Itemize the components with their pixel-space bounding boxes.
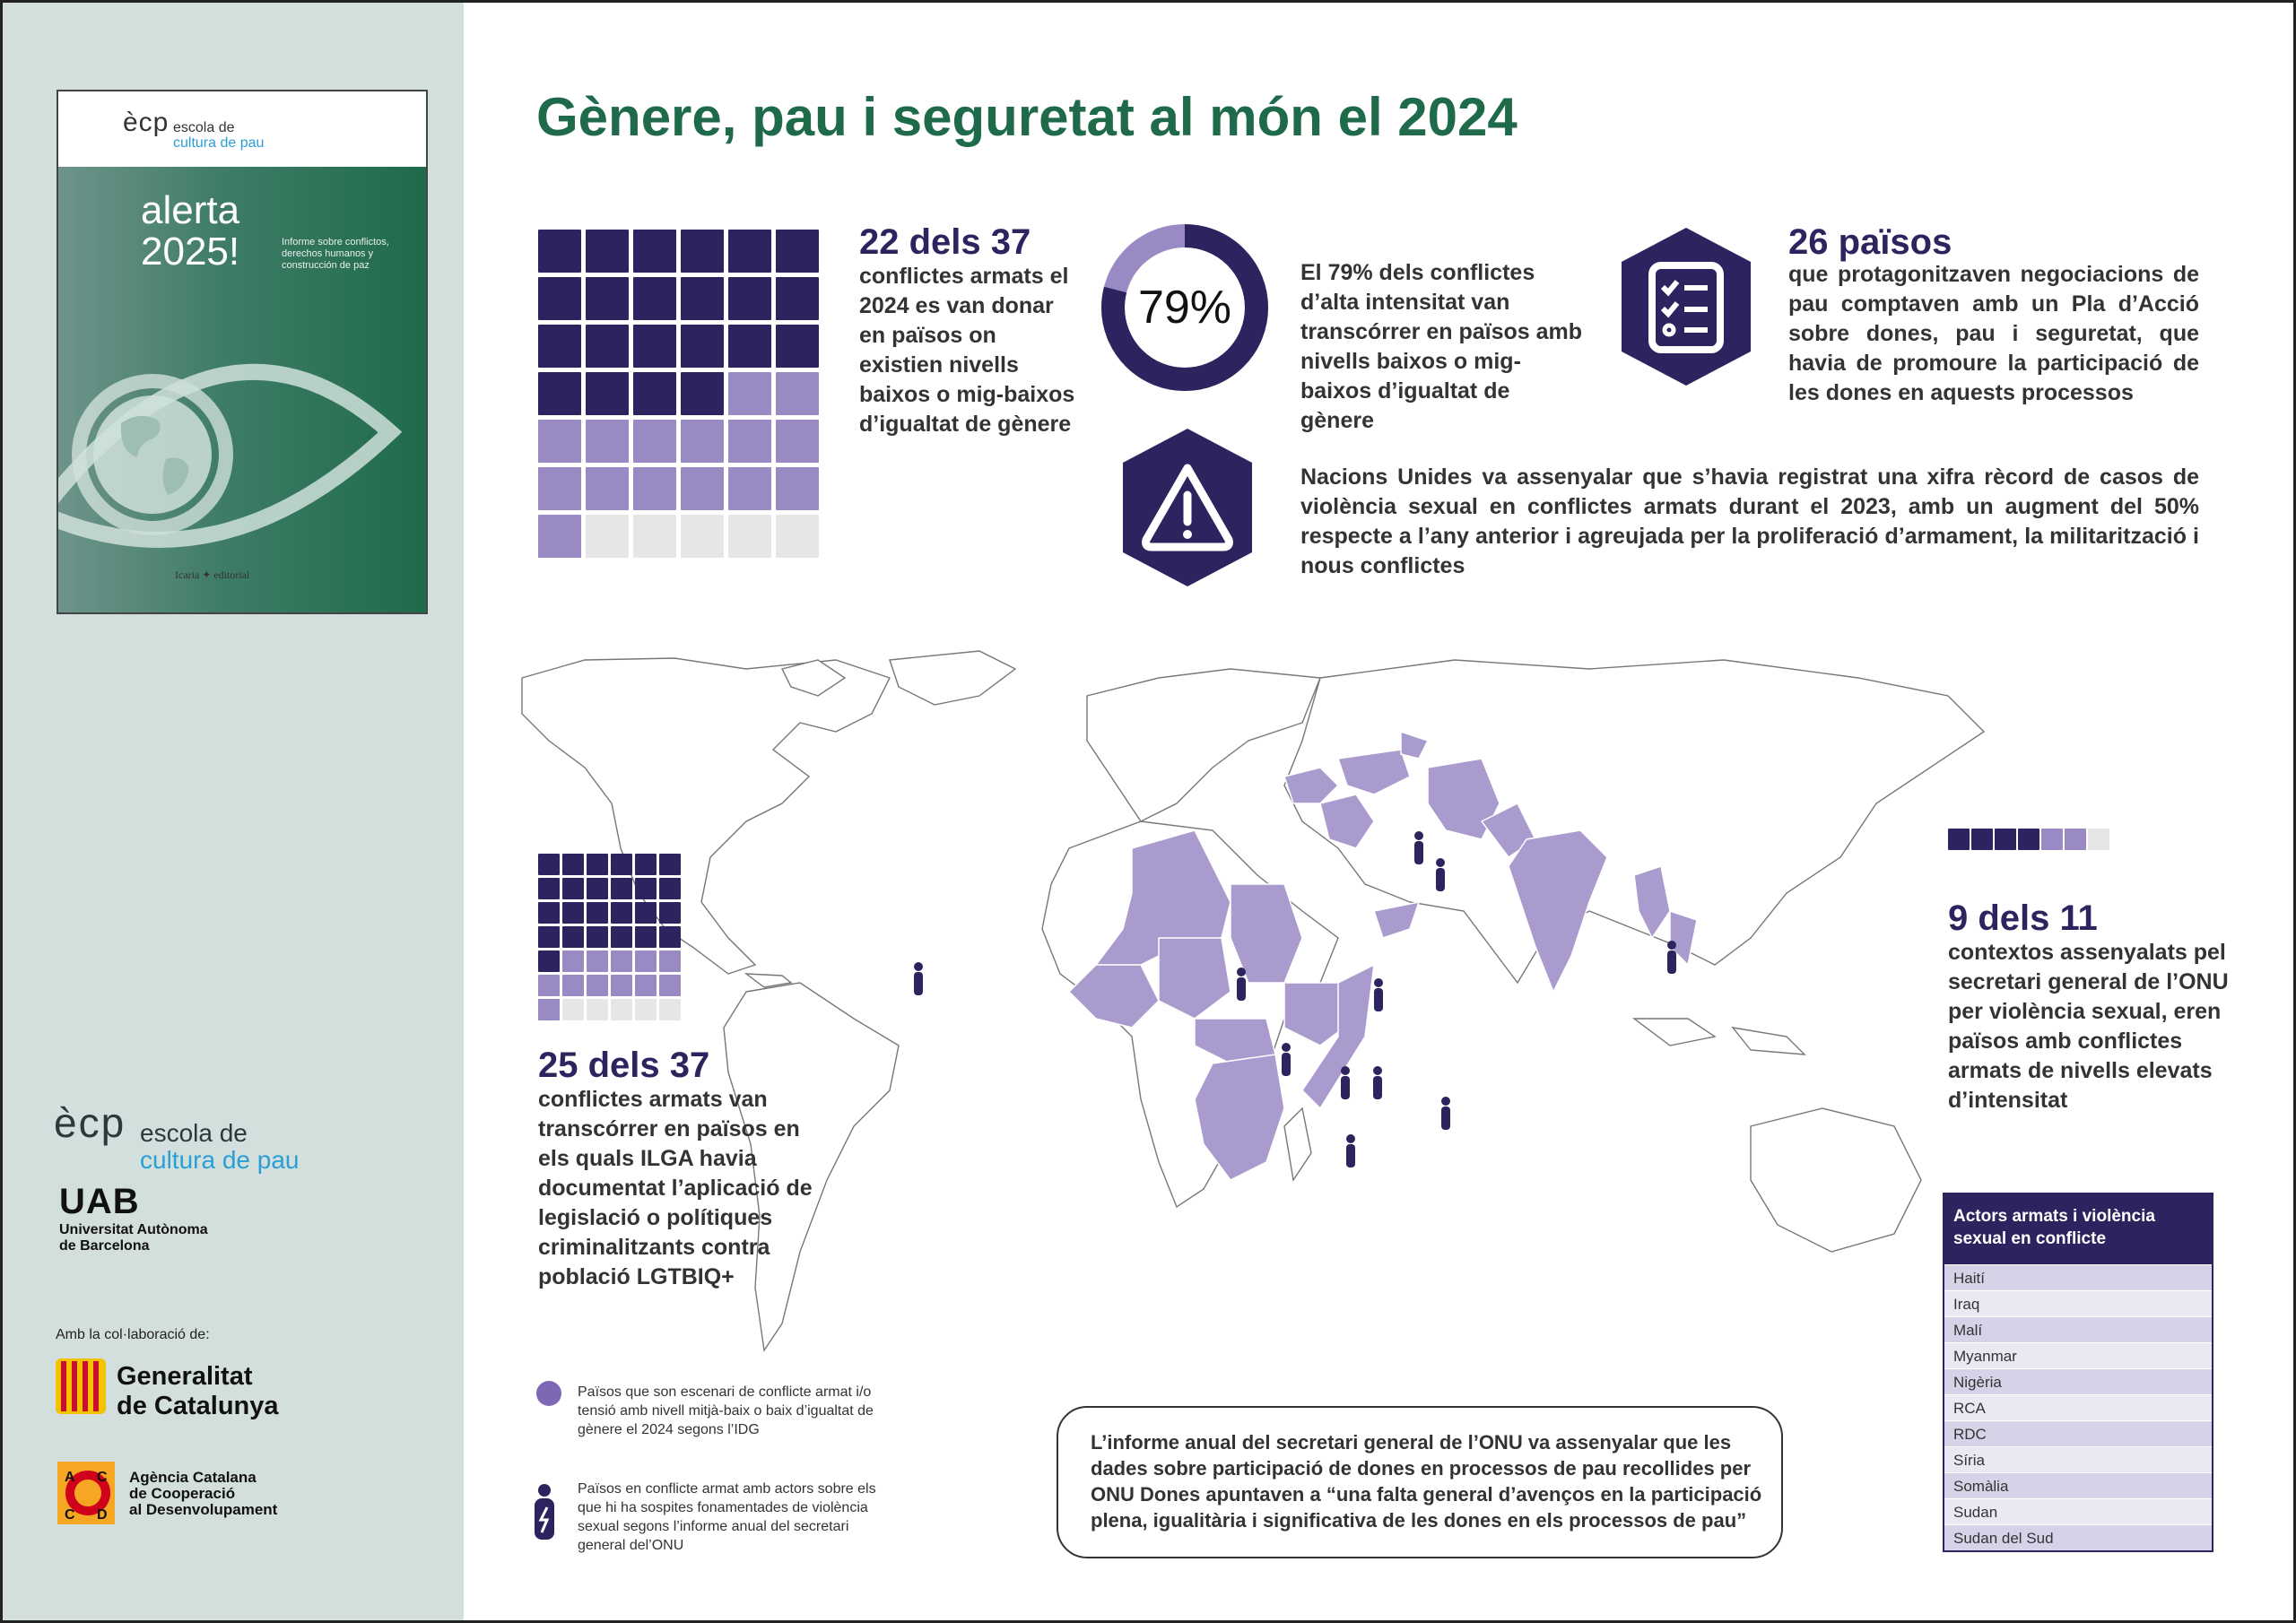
waffle-5-cell <box>562 854 584 875</box>
generalitat-logo <box>56 1358 279 1420</box>
svg-text:A: A <box>65 1470 75 1485</box>
waffle-5-cell <box>635 854 657 875</box>
uab-line1: Universitat Autònoma <box>59 1222 208 1237</box>
actors-table-row: RCA <box>1944 1394 2212 1420</box>
un-women-quote-text: L’informe anual del secretari general de l’ONU va assenyalar que les dades sobre participació de dones en processos de pau recollides per ONU Dones apuntaven a “una falta general d’avenços en la participació plena, igualitària i significativa de les dones en els processos de pau” <box>1091 1431 1762 1532</box>
stat-6-text: contextos assenyalats pel secretari general de l’ONU per violència sexual, eren països amb conflictes armats de nivells elevats d’intensitat <box>1948 940 2229 1113</box>
waffle-1-cell <box>776 277 819 320</box>
marker-haiti-icon <box>914 962 923 995</box>
waffle-1-cell <box>633 420 676 463</box>
cover-publisher: Icaria ✦ editorial <box>175 568 250 581</box>
marker-somalia-icon <box>1441 1097 1450 1130</box>
cover-ecp-text <box>173 120 264 151</box>
accd-line3: al Desenvolupament <box>129 1501 278 1518</box>
waffle-5-cell <box>659 999 681 1020</box>
waffle-1-cell <box>776 230 819 273</box>
waffle-5-cell <box>538 878 560 899</box>
ecp-logo-line2: cultura de pau <box>140 1146 300 1174</box>
waffle-chart-sexual-violence <box>1948 829 2109 850</box>
actors-table-row: Myanmar <box>1944 1342 2212 1368</box>
stat-5-text: conflictes armats van transcórrer en països en els quals ILGA havia documentat l’aplicació de legislació o polítiques criminalitzants contra població LGTBIQ+ <box>538 1087 813 1289</box>
waffle-5-cell <box>611 902 632 924</box>
waffle-1-cell <box>633 515 676 558</box>
uab-logo-mark: UAB <box>59 1182 140 1221</box>
svg-text:C: C <box>65 1507 75 1523</box>
ecp-logo-mark: ècp <box>54 1099 126 1146</box>
marker-rdc-icon <box>1346 1134 1355 1167</box>
waffle-6-cell <box>2041 829 2063 850</box>
marker-rca-icon <box>1341 1066 1350 1099</box>
waffle-5-cell <box>538 950 560 972</box>
waffle-1-cell <box>776 515 819 558</box>
legend-purple-dot <box>536 1381 561 1406</box>
waffle-6-cell <box>2088 829 2109 850</box>
donut-chart-79 <box>1100 222 1270 393</box>
actors-table-row: RDC <box>1944 1420 2212 1446</box>
stat-4-text: Nacions Unides va assenyalar que s’havia registrat una xifra rècord de casos de violència sexual en conflictes armats durant el 2023, amb un augment del 50% respecte a l’any anterior i agreujada per la proliferació d’armament, la militarització i nous conflictes <box>1300 464 2199 578</box>
waffle-5-cell <box>562 950 584 972</box>
waffle-5-cell <box>635 999 657 1020</box>
stat-6-head: 9 dels 11 <box>1948 898 2098 938</box>
marker-south-sudan-icon <box>1373 1066 1382 1099</box>
waffle-1-cell <box>776 372 819 415</box>
actors-table-row: Síria <box>1944 1446 2212 1472</box>
waffle-1-cell <box>633 277 676 320</box>
waffle-1-cell <box>633 325 676 368</box>
waffle-1-cell <box>776 467 819 510</box>
marker-sudan-icon <box>1374 978 1383 1011</box>
report-cover <box>57 90 428 614</box>
waffle-5-cell <box>562 902 584 924</box>
actors-table-row: Iraq <box>1944 1290 2212 1316</box>
waffle-5-cell <box>538 975 560 996</box>
uab-logo <box>59 1182 208 1254</box>
waffle-1-cell <box>538 277 581 320</box>
waffle-1-cell <box>728 372 771 415</box>
waffle-6-cell <box>1995 829 2016 850</box>
waffle-1-cell <box>728 277 771 320</box>
cover-title-line2: 2025! <box>141 230 240 273</box>
ecp-logo-line1: escola de <box>140 1119 248 1147</box>
waffle-5-cell <box>635 902 657 924</box>
waffle-5-cell <box>659 975 681 996</box>
checklist-icon <box>1614 228 1758 386</box>
waffle-1-cell <box>538 420 581 463</box>
waffle-1-cell <box>538 515 581 558</box>
waffle-5-cell <box>611 975 632 996</box>
accd-line2: de Cooperació <box>129 1485 236 1502</box>
waffle-5-cell <box>562 999 584 1020</box>
waffle-1-cell <box>586 277 629 320</box>
waffle-5-cell <box>611 950 632 972</box>
svg-text:D: D <box>97 1507 108 1523</box>
waffle-1-cell <box>728 230 771 273</box>
generalitat-text <box>117 1362 279 1421</box>
waffle-1-cell <box>728 325 771 368</box>
waffle-1-cell <box>633 467 676 510</box>
waffle-5-cell <box>611 926 632 948</box>
cover-ecp-mark: ècp <box>123 108 170 137</box>
waffle-5-cell <box>562 926 584 948</box>
waffle-5-cell <box>538 902 560 924</box>
donut-label: 79% <box>1137 282 1232 334</box>
actors-table-rows <box>1944 1264 2212 1550</box>
waffle-6-cell <box>1948 829 1970 850</box>
waffle-1-cell <box>586 325 629 368</box>
waffle-1-cell <box>776 325 819 368</box>
legend-item-1: Països que son escenari de conflicte armat i/o tensió amb nivell mitjà-baix o baix d’igualtat de gènere el 2024 segons l’IDG <box>578 1384 874 1437</box>
waffle-5-cell <box>587 926 608 948</box>
waffle-1-cell <box>681 277 724 320</box>
svg-text:C: C <box>97 1470 108 1485</box>
actors-table-row: Haití <box>1944 1264 2212 1290</box>
waffle-5-cell <box>562 975 584 996</box>
waffle-5-cell <box>587 878 608 899</box>
waffle-1-cell <box>681 515 724 558</box>
uab-line2: de Barcelona <box>59 1238 150 1254</box>
waffle-1-cell <box>681 372 724 415</box>
legend-item-2: Països en conflicte armat amb actors sobre els que hi ha sospites fonamentades de violència sexual segons l’informe anual del secretari general del’ONU <box>578 1481 876 1553</box>
actors-table-row: Sudan <box>1944 1498 2212 1524</box>
waffle-5-cell <box>611 854 632 875</box>
waffle-5-cell <box>611 999 632 1020</box>
generalitat-line1: Generalitat <box>117 1362 253 1391</box>
waffle-5-cell <box>538 854 560 875</box>
waffle-5-cell <box>587 950 608 972</box>
cover-ecp-line2: cultura de pau <box>173 135 265 151</box>
actors-table-row: Nigèria <box>1944 1368 2212 1394</box>
waffle-1-cell <box>538 325 581 368</box>
waffle-5-cell <box>538 999 560 1020</box>
collaboration-label: Amb la col·laboració de: <box>56 1327 210 1342</box>
waffle-5-cell <box>635 926 657 948</box>
waffle-5-cell <box>587 975 608 996</box>
waffle-1-cell <box>586 515 629 558</box>
accd-emblem-icon <box>57 1462 115 1524</box>
waffle-5-cell <box>611 878 632 899</box>
waffle-1-cell <box>681 420 724 463</box>
waffle-5-cell <box>635 878 657 899</box>
waffle-5-cell <box>659 854 681 875</box>
warning-icon <box>1116 429 1259 586</box>
legend-violence-marker-icon <box>533 1484 556 1541</box>
waffle-chart-lgtbiq <box>538 854 681 1020</box>
cover-title-line1: alerta <box>141 188 240 232</box>
actors-table-row: Malí <box>1944 1316 2212 1342</box>
stat-3-head: 26 països <box>1788 222 1952 262</box>
waffle-6-cell <box>1971 829 1993 850</box>
waffle-5-cell <box>587 854 608 875</box>
waffle-1-cell <box>586 420 629 463</box>
waffle-1-cell <box>681 467 724 510</box>
stat-2-text: El 79% dels conflictes d’alta intensitat van transcórrer en països amb nivells baixos o mig-baixos d’igualtat de gènere <box>1300 260 1583 433</box>
waffle-5-cell <box>635 975 657 996</box>
actors-table-title: Actors armats i violència sexual en conflicte <box>1944 1194 2212 1264</box>
stat-3-text: que protagonitzaven negociacions de pau comptaven amb un Pla d’Acció sobre dones, pau i seguretat, que havia de promoure la participació de les dones en aquests processos <box>1788 262 2199 405</box>
waffle-6-cell <box>2065 829 2086 850</box>
stat-1-text: conflictes armats el 2024 es van donar en països on existien nivells baixos o mig-baixos d’igualtat de gènere <box>859 264 1075 437</box>
marker-nigeria-icon <box>1282 1043 1291 1076</box>
cover-eye-illustration <box>58 289 428 614</box>
waffle-1-cell <box>776 420 819 463</box>
waffle-1-cell <box>586 467 629 510</box>
waffle-5-cell <box>635 950 657 972</box>
waffle-1-cell <box>538 467 581 510</box>
actors-table-row: Somàlia <box>1944 1472 2212 1498</box>
waffle-5-cell <box>659 926 681 948</box>
waffle-1-cell <box>538 372 581 415</box>
actors-table-row: Sudan del Sud <box>1944 1524 2212 1550</box>
marker-mali-icon <box>1237 968 1246 1001</box>
waffle-5-cell <box>659 950 681 972</box>
cover-subtitle: Informe sobre conflictos, derechos humanos y construcción de paz <box>282 237 389 271</box>
actors-table <box>1943 1193 2213 1552</box>
accd-line1: Agència Catalana <box>129 1469 257 1486</box>
waffle-5-cell <box>587 902 608 924</box>
waffle-1-cell <box>633 230 676 273</box>
accd-text <box>129 1470 277 1518</box>
waffle-1-cell <box>681 325 724 368</box>
waffle-5-cell <box>659 878 681 899</box>
waffle-5-cell <box>538 926 560 948</box>
waffle-1-cell <box>586 372 629 415</box>
waffle-1-cell <box>728 467 771 510</box>
stat-1-head: 22 dels 37 <box>859 222 1031 262</box>
page-title: Gènere, pau i seguretat al món el 2024 <box>536 87 1518 147</box>
waffle-chart-conflicts-gender <box>538 230 819 558</box>
marker-myanmar-icon <box>1667 941 1676 974</box>
waffle-1-cell <box>681 230 724 273</box>
waffle-1-cell <box>538 230 581 273</box>
stat-5-head: 25 dels 37 <box>538 1046 710 1085</box>
waffle-5-cell <box>587 999 608 1020</box>
waffle-1-cell <box>728 515 771 558</box>
cover-ecp-line1: escola de <box>173 120 235 135</box>
generalitat-line2: de Catalunya <box>117 1392 279 1420</box>
waffle-1-cell <box>633 372 676 415</box>
waffle-5-cell <box>659 902 681 924</box>
generalitat-emblem-icon <box>56 1358 106 1414</box>
waffle-5-cell <box>562 878 584 899</box>
un-women-quote-box <box>1057 1406 1783 1558</box>
waffle-1-cell <box>728 420 771 463</box>
marker-iraq-icon <box>1436 858 1445 891</box>
waffle-6-cell <box>2018 829 2039 850</box>
cover-title <box>141 190 239 273</box>
waffle-1-cell <box>586 230 629 273</box>
marker-syria-icon <box>1414 831 1423 864</box>
